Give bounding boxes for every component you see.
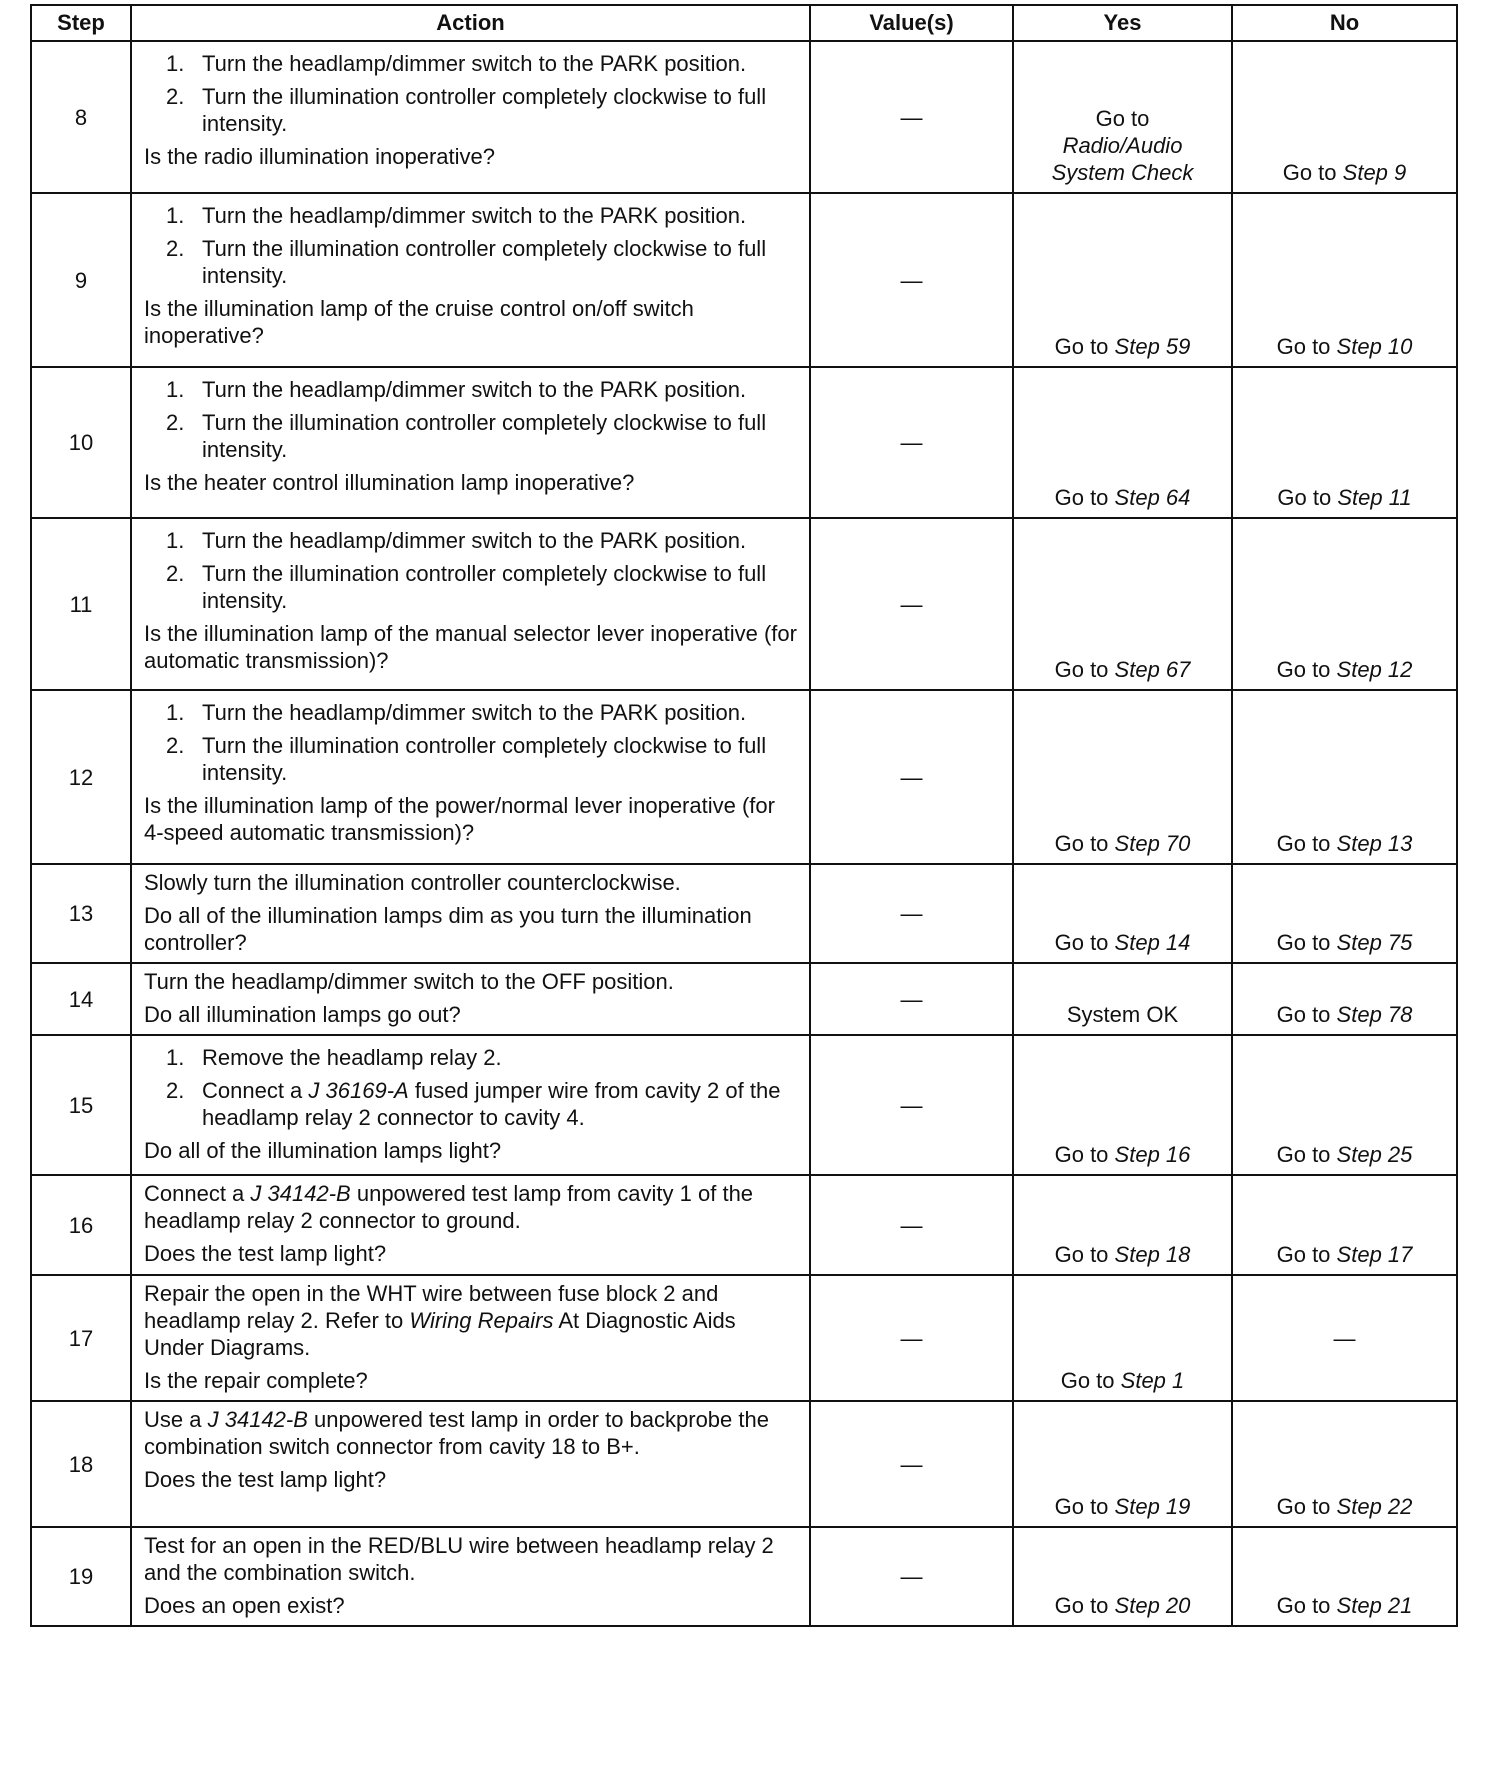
- no-prefix: Go to: [1276, 334, 1331, 359]
- no-link[interactable]: Step 9: [1342, 160, 1407, 185]
- no-link[interactable]: Step 13: [1336, 831, 1413, 856]
- action-cell: [131, 1035, 810, 1175]
- action-question: Is the radio illumination inoperative?: [144, 144, 495, 169]
- action-text-b: unpowered test lamp in order to backprobe the combination switch connector from cavity 18 to B+.: [144, 1407, 769, 1459]
- action-text-a: Connect a: [144, 1181, 245, 1206]
- no-prefix: Go to: [1276, 657, 1331, 682]
- yes-link[interactable]: Step 20: [1114, 1593, 1191, 1618]
- action-item-text: Turn the headlamp/dimmer switch to the PARK position.: [202, 700, 747, 725]
- no-cell: [1232, 963, 1457, 1035]
- action-cell: [131, 41, 810, 193]
- table-row: [31, 367, 1457, 518]
- tool-reference: J 34142-B: [250, 1181, 351, 1206]
- no-prefix: Go to: [1276, 930, 1331, 955]
- no-link[interactable]: Step 75: [1336, 930, 1413, 955]
- action-cell: [131, 1401, 810, 1527]
- no-prefix: Go to: [1276, 831, 1331, 856]
- yes-prefix: Go to: [1054, 930, 1109, 955]
- table-row: [31, 963, 1457, 1035]
- value-cell: —: [810, 518, 1013, 690]
- step-number: 19: [31, 1527, 131, 1626]
- action-question: Do all of the illumination lamps light?: [144, 1138, 502, 1163]
- action-question: Is the illumination lamp of the cruise control on/off switch inoperative?: [144, 296, 694, 348]
- yes-prefix: Go to: [1054, 1242, 1109, 1267]
- yes-prefix: Go to: [1054, 1494, 1109, 1519]
- step-number: 17: [31, 1275, 131, 1401]
- action-cell: [131, 864, 810, 963]
- action-cell: [131, 963, 810, 1035]
- header-values: Value(s): [810, 5, 1013, 41]
- yes-cell: [1013, 1401, 1232, 1527]
- step-number: 12: [31, 690, 131, 864]
- table-row: [31, 864, 1457, 963]
- list-item: 2. Turn the illumination controller completely clockwise to full intensity.: [166, 410, 767, 462]
- header-no: No: [1232, 5, 1457, 41]
- action-item-text: Turn the illumination controller completely clockwise to full intensity.: [202, 236, 767, 288]
- action-question: Does the test lamp light?: [144, 1467, 387, 1492]
- no-prefix: Go to: [1276, 1593, 1331, 1618]
- yes-prefix: Go to: [1054, 831, 1109, 856]
- action-item-text: Turn the headlamp/dimmer switch to the PARK position.: [202, 203, 747, 228]
- no-prefix: Go to: [1277, 485, 1332, 510]
- action-question: Is the heater control illumination lamp inoperative?: [144, 470, 635, 495]
- step-number: 11: [31, 518, 131, 690]
- action-question: Does an open exist?: [144, 1593, 345, 1618]
- yes-prefix: Go to: [1060, 1368, 1115, 1393]
- action-text: [144, 1180, 799, 1234]
- yes-link[interactable]: Step 1: [1120, 1368, 1185, 1393]
- yes-prefix: Go to: [1054, 1142, 1109, 1167]
- value-cell: —: [810, 963, 1013, 1035]
- yes-cell: [1013, 367, 1232, 518]
- no-link[interactable]: Step 78: [1336, 1002, 1413, 1027]
- table-row: [31, 518, 1457, 690]
- yes-link[interactable]: Step 19: [1114, 1494, 1191, 1519]
- action-item-text: Turn the illumination controller completely clockwise to full intensity.: [202, 410, 767, 462]
- yes-cell: [1013, 1527, 1232, 1626]
- wiring-repairs-reference[interactable]: Wiring Repairs: [409, 1308, 554, 1333]
- action-question: Is the illumination lamp of the power/normal lever inoperative (for 4-speed automatic transmission)?: [144, 793, 775, 845]
- step-number: 10: [31, 367, 131, 518]
- no-link[interactable]: Step 17: [1336, 1242, 1413, 1267]
- table-row: [31, 1035, 1457, 1175]
- list-item: 1. Turn the headlamp/dimmer switch to the PARK position.: [166, 528, 747, 553]
- no-link[interactable]: Step 12: [1336, 657, 1413, 682]
- list-item: 1. Turn the headlamp/dimmer switch to the PARK position.: [166, 377, 747, 402]
- action-text-b: At Diagnostic Aids Under Diagrams.: [144, 1308, 736, 1360]
- yes-prefix: Go to: [1095, 106, 1150, 131]
- action-question: Do all illumination lamps go out?: [144, 1002, 461, 1027]
- yes-link[interactable]: Radio/Audio System Check: [1051, 133, 1194, 185]
- no-prefix: Go to: [1276, 1002, 1331, 1027]
- yes-cell: [1013, 1035, 1232, 1175]
- value-cell: —: [810, 41, 1013, 193]
- table-row: [31, 1527, 1457, 1626]
- no-cell: [1232, 1527, 1457, 1626]
- yes-cell: [1013, 1175, 1232, 1275]
- table-row: [31, 690, 1457, 864]
- yes-cell: [1013, 518, 1232, 690]
- tool-reference: J 34142-B: [207, 1407, 308, 1432]
- yes-link[interactable]: Step 16: [1114, 1142, 1191, 1167]
- yes-prefix: Go to: [1054, 334, 1109, 359]
- action-cell: [131, 367, 810, 518]
- yes-cell: [1013, 193, 1232, 367]
- header-yes: Yes: [1013, 5, 1232, 41]
- table-row: [31, 1401, 1457, 1527]
- no-cell: [1232, 41, 1457, 193]
- yes-cell: [1013, 690, 1232, 864]
- action-cell: [131, 690, 810, 864]
- action-item-text: Remove the headlamp relay 2.: [202, 1045, 502, 1070]
- yes-link[interactable]: Step 18: [1114, 1242, 1191, 1267]
- action-text: [144, 1280, 799, 1361]
- action-question: Do all of the illumination lamps dim as you turn the illumination controller?: [144, 903, 752, 955]
- value-cell: —: [810, 1527, 1013, 1626]
- action-question: Is the repair complete?: [144, 1368, 368, 1393]
- step-number: 13: [31, 864, 131, 963]
- action-text: Turn the headlamp/dimmer switch to the OFF position.: [144, 969, 674, 994]
- action-cell: [131, 518, 810, 690]
- action-text-a: Use a: [144, 1407, 202, 1432]
- action-cell: [131, 1175, 810, 1275]
- no-link[interactable]: Step 22: [1336, 1494, 1413, 1519]
- diagnostic-table-page: [30, 4, 1456, 1627]
- no-link[interactable]: Step 25: [1336, 1142, 1413, 1167]
- table-row: [31, 41, 1457, 193]
- no-link[interactable]: Step 21: [1336, 1593, 1413, 1618]
- no-cell: [1232, 518, 1457, 690]
- yes-link[interactable]: Step 67: [1114, 657, 1191, 682]
- no-link[interactable]: Step 11: [1337, 485, 1412, 510]
- value-cell: —: [810, 1401, 1013, 1527]
- yes-link[interactable]: Step 64: [1114, 485, 1191, 510]
- value-cell: —: [810, 1035, 1013, 1175]
- list-item: 1. Remove the headlamp relay 2.: [166, 1045, 502, 1070]
- step-number: 14: [31, 963, 131, 1035]
- yes-cell: [1013, 41, 1232, 193]
- list-item: 2. Turn the illumination controller completely clockwise to full intensity.: [166, 561, 767, 613]
- action-item-text: Turn the illumination controller completely clockwise to full intensity.: [202, 84, 767, 136]
- yes-cell: [1013, 1275, 1232, 1401]
- action-item-text: Turn the illumination controller completely clockwise to full intensity.: [202, 561, 767, 613]
- action-item-text: Turn the headlamp/dimmer switch to the PARK position.: [202, 377, 747, 402]
- step-number: 18: [31, 1401, 131, 1527]
- list-item: 2. Connect a J 36169-A fused jumper wire from cavity 2 of the headlamp relay 2 connector to cavity 4.: [166, 1078, 781, 1130]
- action-text: Test for an open in the RED/BLU wire between headlamp relay 2 and the combination switch.: [144, 1533, 774, 1585]
- yes-link[interactable]: Step 14: [1114, 930, 1191, 955]
- action-question: Is the illumination lamp of the manual selector lever inoperative (for automatic transmission)?: [144, 621, 797, 673]
- list-item: 2. Turn the illumination controller completely clockwise to full intensity.: [166, 733, 767, 785]
- no-cell: —: [1232, 1275, 1457, 1401]
- yes-text: System OK: [1066, 1002, 1179, 1027]
- action-text: [144, 1406, 799, 1460]
- diagnostic-table: [30, 4, 1458, 1627]
- action-question: Does the test lamp light?: [144, 1241, 387, 1266]
- header-action: Action: [131, 5, 810, 41]
- action-cell: [131, 1527, 810, 1626]
- step-number: 8: [31, 41, 131, 193]
- yes-prefix: Go to: [1054, 1593, 1109, 1618]
- list-item: 1. Turn the headlamp/dimmer switch to the PARK position.: [166, 203, 747, 228]
- no-cell: [1232, 690, 1457, 864]
- no-link[interactable]: Step 10: [1336, 334, 1413, 359]
- no-cell: [1232, 193, 1457, 367]
- no-cell: [1232, 864, 1457, 963]
- action-item-text: Turn the headlamp/dimmer switch to the PARK position.: [202, 528, 747, 553]
- no-cell: [1232, 367, 1457, 518]
- no-cell: [1232, 1401, 1457, 1527]
- list-item: 1. Turn the headlamp/dimmer switch to the PARK position.: [166, 700, 747, 725]
- no-cell: [1232, 1175, 1457, 1275]
- no-prefix: Go to: [1276, 1494, 1331, 1519]
- yes-link[interactable]: Step 70: [1114, 831, 1191, 856]
- action-item-text: Turn the illumination controller completely clockwise to full intensity.: [202, 733, 767, 785]
- yes-cell: [1013, 963, 1232, 1035]
- yes-cell: [1013, 864, 1232, 963]
- yes-link[interactable]: Step 59: [1114, 334, 1191, 359]
- no-prefix: Go to: [1276, 1242, 1331, 1267]
- step-number: 15: [31, 1035, 131, 1175]
- header-step: Step: [31, 5, 131, 41]
- action-cell: [131, 193, 810, 367]
- header-row: [31, 5, 1457, 41]
- value-cell: —: [810, 864, 1013, 963]
- step-number: 9: [31, 193, 131, 367]
- no-prefix: Go to: [1276, 1142, 1331, 1167]
- yes-prefix: Go to: [1054, 485, 1109, 510]
- value-cell: —: [810, 193, 1013, 367]
- no-prefix: Go to: [1282, 160, 1337, 185]
- value-cell: —: [810, 690, 1013, 864]
- list-item: 2. Turn the illumination controller completely clockwise to full intensity.: [166, 84, 767, 136]
- tool-reference: J 36169-A: [308, 1078, 409, 1103]
- step-number: 16: [31, 1175, 131, 1275]
- table-row: [31, 1275, 1457, 1401]
- value-cell: —: [810, 1275, 1013, 1401]
- action-item-text-a: Connect a: [202, 1078, 303, 1103]
- table-row: [31, 193, 1457, 367]
- yes-prefix: Go to: [1054, 657, 1109, 682]
- action-item-text: Turn the headlamp/dimmer switch to the PARK position.: [202, 51, 747, 76]
- value-cell: —: [810, 1175, 1013, 1275]
- value-cell: —: [810, 367, 1013, 518]
- list-item: 2. Turn the illumination controller completely clockwise to full intensity.: [166, 236, 767, 288]
- action-text-b: unpowered test lamp from cavity 1 of the headlamp relay 2 connector to ground.: [144, 1181, 754, 1233]
- action-text-a: Repair the open in the WHT wire between fuse block 2 and headlamp relay 2. Refer to: [144, 1281, 719, 1333]
- list-item: 1. Turn the headlamp/dimmer switch to the PARK position.: [166, 51, 747, 76]
- action-text: Slowly turn the illumination controller counterclockwise.: [144, 870, 681, 895]
- table-row: [31, 1175, 1457, 1275]
- no-cell: [1232, 1035, 1457, 1175]
- action-cell: [131, 1275, 810, 1401]
- action-item-text-b: fused jumper wire from cavity 2 of the headlamp relay 2 connector to cavity 4.: [202, 1078, 781, 1130]
